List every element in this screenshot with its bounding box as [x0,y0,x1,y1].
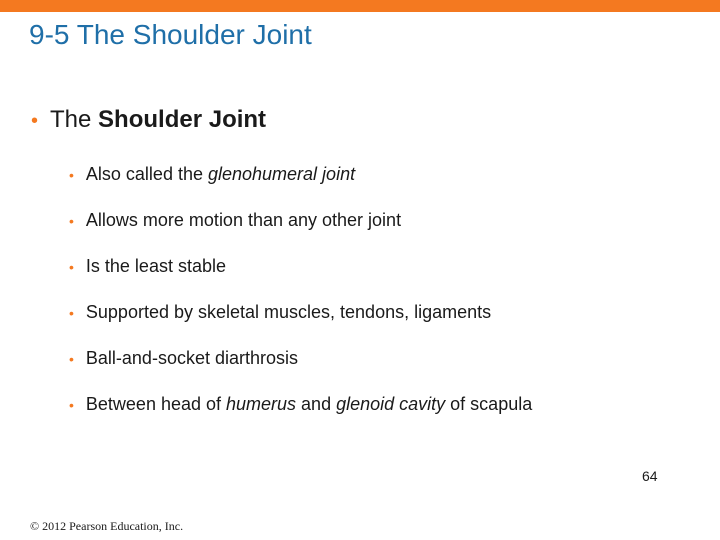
sub-bullet-text: of scapula [445,394,533,414]
main-bullet-bold: Shoulder Joint [98,106,267,133]
sub-bullet-italic: glenohumeral joint [207,164,356,184]
bullet-icon: • [69,397,74,413]
copyright-notice: © 2012 Pearson Education, Inc. [30,519,184,533]
bullet-icon: • [69,259,74,275]
sub-bullet [69,163,532,209]
sub-bullet [69,209,532,255]
slide-title: 9-5 The Shoulder Joint [29,19,312,50]
sub-bullet [69,347,532,393]
sub-bullet-text: Also called the [85,164,208,184]
bullet-icon: • [69,351,74,367]
main-bullet [31,106,266,134]
bullet-icon: • [69,213,74,229]
main-bullet-prefix: The [50,106,99,133]
bullet-icon: • [69,305,74,321]
page-number: 64 [642,468,658,484]
sub-bullet-italic: glenoid cavity [336,394,446,414]
sub-bullet-text: Between head of [85,394,227,414]
sub-bullet-text: and [296,394,337,414]
bullet-icon: • [31,110,39,132]
sub-bullet-list [69,163,532,439]
sub-bullet [69,301,532,347]
bullet-icon: • [69,167,74,183]
sub-bullet-text: Is the least stable [85,256,226,276]
sub-bullet-text: Ball-and-socket diarthrosis [85,348,298,368]
top-accent-bar [0,0,720,12]
sub-bullet [69,393,532,439]
sub-bullet [69,255,532,301]
sub-bullet-text: Allows more motion than any other joint [85,210,402,230]
sub-bullet-italic: humerus [226,394,297,414]
sub-bullet-text: Supported by skeletal muscles, tendons, ligaments [85,302,492,322]
